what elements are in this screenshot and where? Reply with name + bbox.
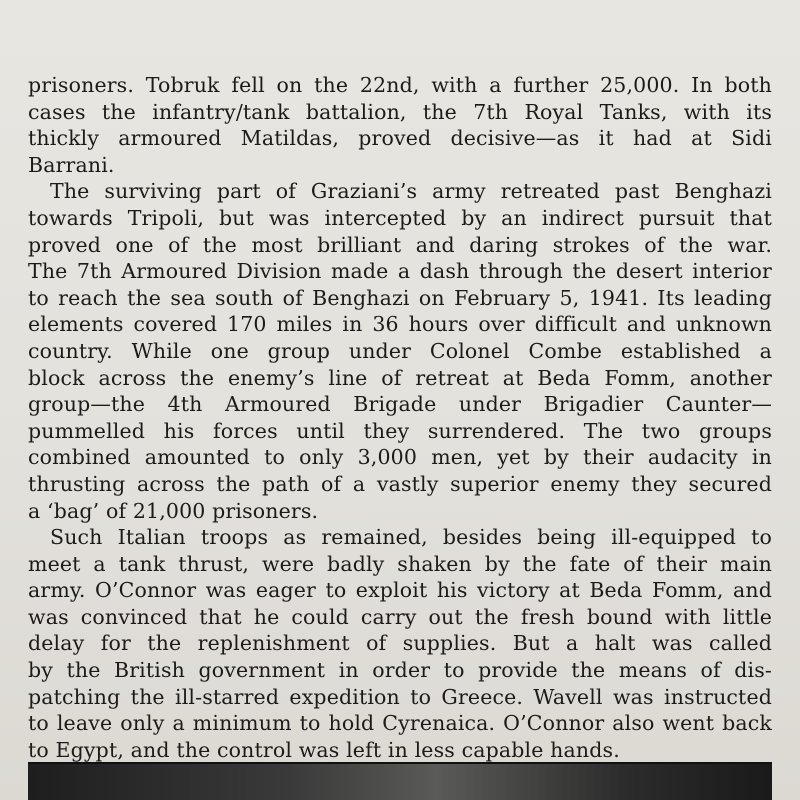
text-line: proved one of the most brilliant and daring strokes of the war.	[28, 232, 772, 257]
text-line: country. While one group under Colonel Combe established a	[28, 338, 772, 363]
paragraph-1	[28, 72, 772, 178]
text-line: Such Italian troops as remained, besides being ill-equipped to	[50, 525, 772, 550]
text-line: to leave only a minimum to hold Cyrenaica. O’Connor also went back	[28, 711, 772, 736]
text-line: delay for the replenishment of supplies. But a halt was called	[28, 631, 772, 656]
text-line: patching the ill-starred expedition to Greece. Wavell was instructed	[28, 684, 772, 709]
photograph-edge	[28, 762, 772, 800]
paragraph-2	[28, 178, 772, 524]
text-line: to Egypt, and the control was left in less capable hands.	[28, 737, 620, 762]
text-line: pummelled his forces until they surrendered. The two groups	[28, 418, 772, 443]
text-line: a ‘bag’ of 21,000 prisoners.	[28, 498, 319, 523]
text-line: towards Tripoli, but was intercepted by an indirect pursuit that	[28, 205, 772, 230]
text-line: cases the infantry/tank battalion, the 7th Royal Tanks, with its	[28, 99, 772, 124]
text-line: group—the 4th Armoured Brigade under Brigadier Caunter—	[28, 392, 772, 417]
text-line: elements covered 170 miles in 36 hours over difficult and unknown	[28, 312, 772, 337]
text-line: The surviving part of Graziani’s army retreated past Benghazi	[50, 179, 772, 204]
text-line: thrusting across the path of a vastly superior enemy they secured	[28, 471, 772, 496]
paragraph-3	[28, 524, 772, 763]
text-line: meet a tank thrust, were badly shaken by the fate of their main	[28, 551, 772, 576]
text-line: to reach the sea south of Benghazi on February 5, 1941. Its leading	[28, 285, 772, 310]
text-line: block across the enemy’s line of retreat at Beda Fomm, another	[28, 365, 772, 390]
text-line: The 7th Armoured Division made a dash through the desert interior	[28, 259, 772, 284]
text-line: combined amounted to only 3,000 men, yet by their audacity in	[28, 445, 772, 470]
text-line: was convinced that he could carry out the fresh bound with little	[28, 604, 772, 629]
text-line: thickly armoured Matildas, proved decisive—as it had at Sidi	[28, 126, 772, 151]
text-line: by the British government in order to provide the means of dis-	[28, 658, 772, 683]
body-text	[28, 72, 772, 763]
text-line: prisoners. Tobruk fell on the 22nd, with a further 25,000. In both	[28, 73, 772, 97]
text-line: Barrani.	[28, 152, 115, 177]
text-line: army. O’Connor was eager to exploit his victory at Beda Fomm, and	[28, 578, 772, 603]
